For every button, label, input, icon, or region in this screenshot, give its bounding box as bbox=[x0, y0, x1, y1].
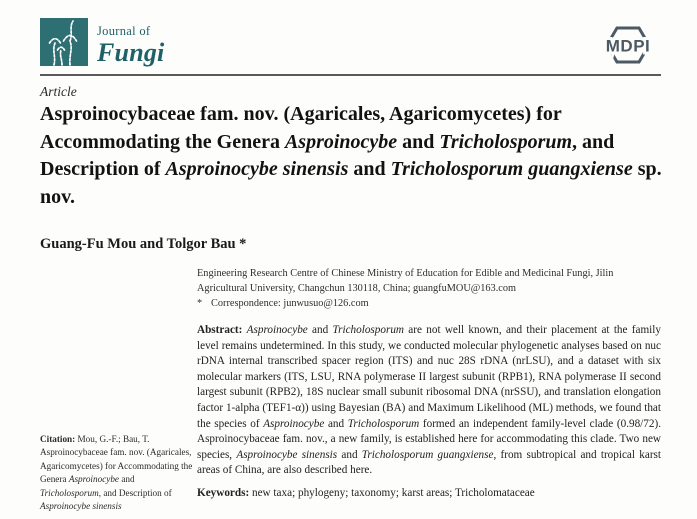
article-type-label: Article bbox=[40, 84, 77, 99]
journal-header bbox=[40, 18, 661, 72]
correspondence-line bbox=[197, 296, 661, 311]
affiliation-text: Engineering Research Centre of Chinese Ministry of Education for Edible and Medicinal Fungi, Jilin Agricultural University, Changchun 130118, China; guangfuMOU@163.com bbox=[197, 268, 614, 294]
authors-line: Guang-Fu Mou and Tolgor Bau * bbox=[40, 236, 247, 252]
correspondence-asterisk: * bbox=[197, 298, 203, 309]
journal-title-label: Fungi bbox=[97, 37, 165, 67]
journal-logo-icon bbox=[40, 18, 88, 66]
svg-text:MDPI: MDPI bbox=[605, 36, 651, 56]
paper-title: Asproinocybaceae fam. nov. (Agaricales, Agaricomycetes) for Accommodating the Genera Asproinocybe and Tricholosporum, and Description of Asproinocybe sinensis and Tricholosporum guangxiense sp. nov. bbox=[40, 103, 662, 208]
journal-wordmark bbox=[97, 18, 165, 66]
header-divider bbox=[40, 74, 661, 76]
correspondence-text: Correspondence: junwusuo@126.com bbox=[211, 298, 369, 309]
mdpi-logo-icon bbox=[595, 23, 661, 72]
abstract-paragraph: Abstract: Asproinocybe and Tricholosporum are not well known, and their placement at the family level remains undetermined. In this study, we conducted molecular phylogenetic analyses based on nuc rDNA internal transcribed spacer region (ITS) and nuc 28S rDNA (nrLSU), and a dataset with six molecular markers (ITS, LSU, RNA polymerase II largest subunit (RPB1), RNA polymerase II second largest subunit (RPB2), 18S nuclear small subunit ribosomal DNA (nrSSU), and translation elongation factor 1-alpha (TEF1-α)) using Bayesian (BA) and Maximum Likelihood (ML) methods, we found that the species of Asproinocybe and Tricholosporum formed an independent family-level clade (0.98/72). Asproinocybaceae fam. nov., a new family, is established here for accommodating this clade. Two new species, Asproinocybe sinensis and Tricholosporum guangxiense, from subtropical and tropical karst areas of China, are also described here. bbox=[197, 324, 661, 475]
keywords-line: Keywords: new taxa; phylogeny; taxonomy; karst areas; Tricholomataceae bbox=[197, 487, 535, 499]
front-matter-column bbox=[197, 266, 661, 519]
citation-box: Citation: Mou, G.-F.; Bau, T. Asproinocybaceae fam. nov. (Agaricales, Agaricomycetes) for Accommodating the Genera Asproinocybe and Tricholosporum, and Description of Asproinocybe sinensis bbox=[40, 434, 193, 512]
journal-prefix-label: Journal of bbox=[97, 24, 151, 38]
